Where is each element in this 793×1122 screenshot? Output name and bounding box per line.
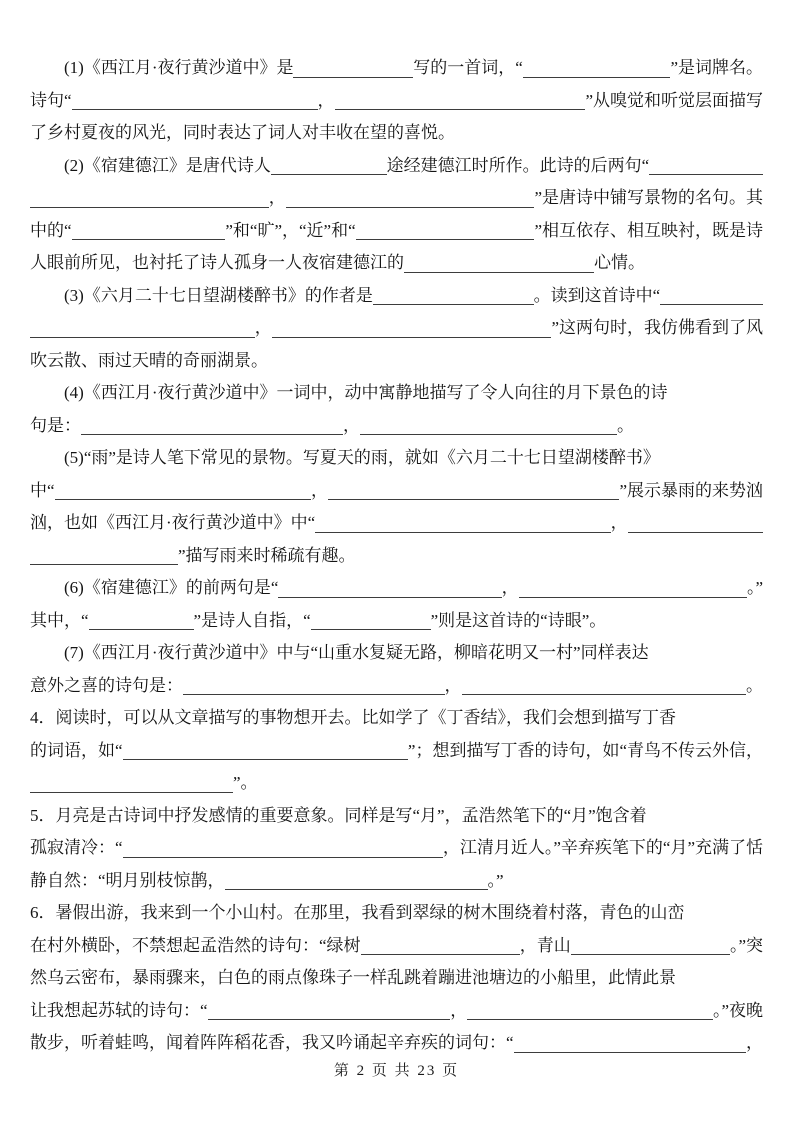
line-text: 心情。	[594, 253, 645, 272]
line-text: ，	[450, 1000, 468, 1020]
fill-in-blank	[89, 629, 194, 630]
fill-in-blank	[30, 792, 233, 793]
fill-in-blank	[315, 532, 610, 533]
fill-in-blank	[523, 77, 671, 78]
line-text: 5．月亮是古诗词中抒发感情的重要意象。同样是写“月”，孟浩然笔下的“月”饱含着	[30, 805, 647, 825]
document-line	[30, 930, 763, 963]
fill-in-blank	[328, 499, 619, 500]
line-text: (3)《六月二十七日望湖楼醉书》的作者是	[64, 285, 373, 305]
fill-in-blank	[311, 629, 431, 630]
fill-in-blank	[72, 109, 318, 110]
fill-in-blank	[278, 597, 501, 598]
document-line	[30, 767, 763, 800]
line-text: 了乡村夏夜的风光，同时表达了词人对丰收在望的喜悦。	[30, 123, 455, 142]
line-text: 吹云散、雨过天晴的奇丽湖景。	[30, 350, 268, 370]
fill-in-blank	[571, 954, 730, 955]
document-line	[30, 865, 763, 898]
fill-in-blank	[519, 597, 747, 598]
document-line	[30, 540, 763, 573]
line-text: 途经建德江时所作。此诗的后两句“	[386, 155, 650, 175]
line-text: 其中，“	[30, 610, 89, 630]
fill-in-blank	[628, 532, 763, 533]
line-text: ”相互依存、相互映衬，既是诗	[534, 220, 763, 240]
line-text: 孤寂清冷：“	[30, 838, 123, 857]
line-text: 诗句“	[30, 90, 72, 110]
document-line	[30, 735, 763, 768]
line-text: 。	[617, 415, 634, 435]
fill-in-blank	[514, 1052, 746, 1053]
fill-in-blank	[208, 1019, 451, 1020]
fill-in-blank	[72, 239, 226, 240]
line-text: 静自然：“明月别枝惊鹊，	[30, 870, 225, 890]
fill-in-blank	[373, 304, 534, 305]
line-text: 。	[746, 675, 763, 695]
fill-in-blank	[462, 694, 747, 695]
document-line	[30, 637, 763, 670]
fill-in-blank	[183, 694, 445, 695]
fill-in-blank	[356, 239, 535, 240]
fill-in-blank	[361, 954, 520, 955]
line-text: 的词语，如“	[30, 740, 123, 760]
document-line	[30, 345, 763, 378]
document-line	[30, 1027, 763, 1060]
line-text: ，	[610, 513, 628, 532]
fill-in-blank	[225, 889, 488, 890]
document-line	[30, 475, 763, 508]
line-text: ，	[746, 1033, 763, 1052]
line-text: ”；想到描写丁香的诗句，如“青鸟不传云外信，	[407, 740, 763, 760]
line-text: ”是词牌名。	[670, 58, 763, 77]
fill-in-blank	[293, 77, 413, 78]
fill-in-blank	[123, 857, 443, 858]
document-line	[30, 247, 763, 280]
line-text: 人眼前所见，也衬托了诗人孤身一人夜宿建德江的	[30, 253, 404, 272]
line-text: 然乌云密布，暴雨骤来，白色的雨点像珠子一样乱跳着蹦进池塘边的小船里，此情此景	[30, 968, 676, 987]
document-line	[30, 280, 763, 313]
fill-in-blank	[335, 109, 586, 110]
line-text: 在村外横卧，不禁想起孟浩然的诗句：“绿树	[30, 935, 361, 955]
document-line	[30, 85, 763, 118]
line-text: ，江清月近人。”辛弃疾笔下的“月”充满了恬	[442, 838, 763, 857]
line-text: 。”	[487, 870, 504, 890]
document-body	[30, 52, 763, 1060]
fill-in-blank	[404, 272, 594, 273]
line-text: ”是诗人自指，“	[193, 610, 311, 630]
document-line	[30, 670, 763, 703]
line-text: 汹，也如《西江月·夜行黄沙道中》中“	[30, 513, 316, 532]
document-line	[30, 52, 763, 85]
document-line	[30, 832, 763, 865]
line-text: 让我想起苏轼的诗句：“	[30, 1000, 208, 1020]
document-line	[30, 800, 763, 833]
document-line	[30, 962, 763, 995]
line-text: ”和“旷”，“近”和“	[225, 220, 356, 240]
line-text: ”展示暴雨的来势汹	[619, 480, 763, 500]
line-text: ，青山	[519, 935, 571, 955]
document-line	[30, 605, 763, 638]
document-line	[30, 182, 763, 215]
line-text: (4)《西江月·夜行黄沙道中》一词中，动中寓静地描写了令人向往的月下景色的诗	[64, 383, 668, 402]
line-text: 。”	[746, 578, 763, 597]
document-line	[30, 572, 763, 605]
line-text: (6)《宿建德江》的前两句是“	[64, 578, 279, 597]
page-footer: 第 2 页 共 23 页	[333, 1062, 460, 1079]
document-line	[30, 150, 763, 183]
document-line	[30, 410, 763, 443]
fill-in-blank	[360, 434, 617, 435]
line-text: ”从嗅觉和听觉层面描写	[585, 90, 763, 110]
line-text: ，	[317, 90, 335, 110]
fill-in-blank	[649, 174, 763, 175]
document-line	[30, 215, 763, 248]
fill-in-blank	[55, 499, 311, 500]
fill-in-blank	[660, 304, 763, 305]
line-text: 6．暑假出游，我来到一个小山村。在那里，我看到翠绿的树木围绕着村落，青色的山峦	[30, 903, 685, 922]
fill-in-blank	[286, 207, 535, 208]
line-text: (7)《西江月·夜行黄沙道中》中与“山重水复疑无路，柳暗花明又一村”同样表达	[64, 643, 649, 662]
document-line	[30, 507, 763, 540]
line-text: ”是唐诗中铺写景物的名句。其	[534, 188, 763, 207]
line-text: 散步，听着蛙鸣，闻着阵阵稻花香，我又吟诵起辛弃疾的词句：“	[30, 1033, 514, 1052]
line-text: (1)《西江月·夜行黄沙道中》是	[64, 58, 294, 77]
line-text: ，	[343, 415, 360, 435]
line-text: ，	[311, 480, 328, 500]
document-line	[30, 442, 763, 475]
line-text: ，	[444, 675, 462, 695]
fill-in-blank	[271, 174, 387, 175]
line-text: 句是：	[30, 415, 81, 435]
fill-in-blank	[272, 337, 552, 338]
fill-in-blank	[467, 1019, 713, 1020]
line-text: 。”突	[729, 935, 763, 955]
line-text: ”。	[233, 773, 258, 792]
fill-in-blank	[30, 564, 178, 565]
fill-in-blank	[81, 434, 343, 435]
line-text: 。”夜晚	[712, 1000, 763, 1020]
document-line	[30, 702, 763, 735]
document-line	[30, 117, 763, 150]
line-text: 写的一首词，“	[413, 58, 523, 77]
line-text: ”则是这首诗的“诗眼”。	[430, 610, 607, 630]
line-text: (2)《宿建德江》是唐代诗人	[64, 155, 271, 175]
document-line	[30, 995, 763, 1028]
document-line	[30, 312, 763, 345]
line-text: 4．阅读时，可以从文章描写的事物想开去。比如学了《丁香结》，我们会想到描写丁香	[30, 708, 676, 727]
line-text: ，	[254, 318, 272, 337]
line-text: 意外之喜的诗句是：	[30, 675, 183, 695]
line-text: 中的“	[30, 220, 72, 240]
line-text: 。读到这首诗中“	[533, 285, 661, 305]
fill-in-blank	[30, 337, 255, 338]
document-line	[30, 377, 763, 410]
line-text: ”描写雨来时稀疏有趣。	[178, 545, 356, 565]
line-text: ”这两句时，我仿佛看到了风	[551, 318, 763, 337]
document-line	[30, 897, 763, 930]
line-text: ，	[501, 578, 519, 597]
line-text: ，	[268, 188, 286, 207]
line-text: (5)“雨”是诗人笔下常见的景物。写夏天的雨，就如《六月二十七日望湖楼醉书》	[64, 448, 660, 467]
fill-in-blank	[30, 207, 269, 208]
fill-in-blank	[123, 759, 408, 760]
line-text: 中“	[30, 480, 55, 500]
